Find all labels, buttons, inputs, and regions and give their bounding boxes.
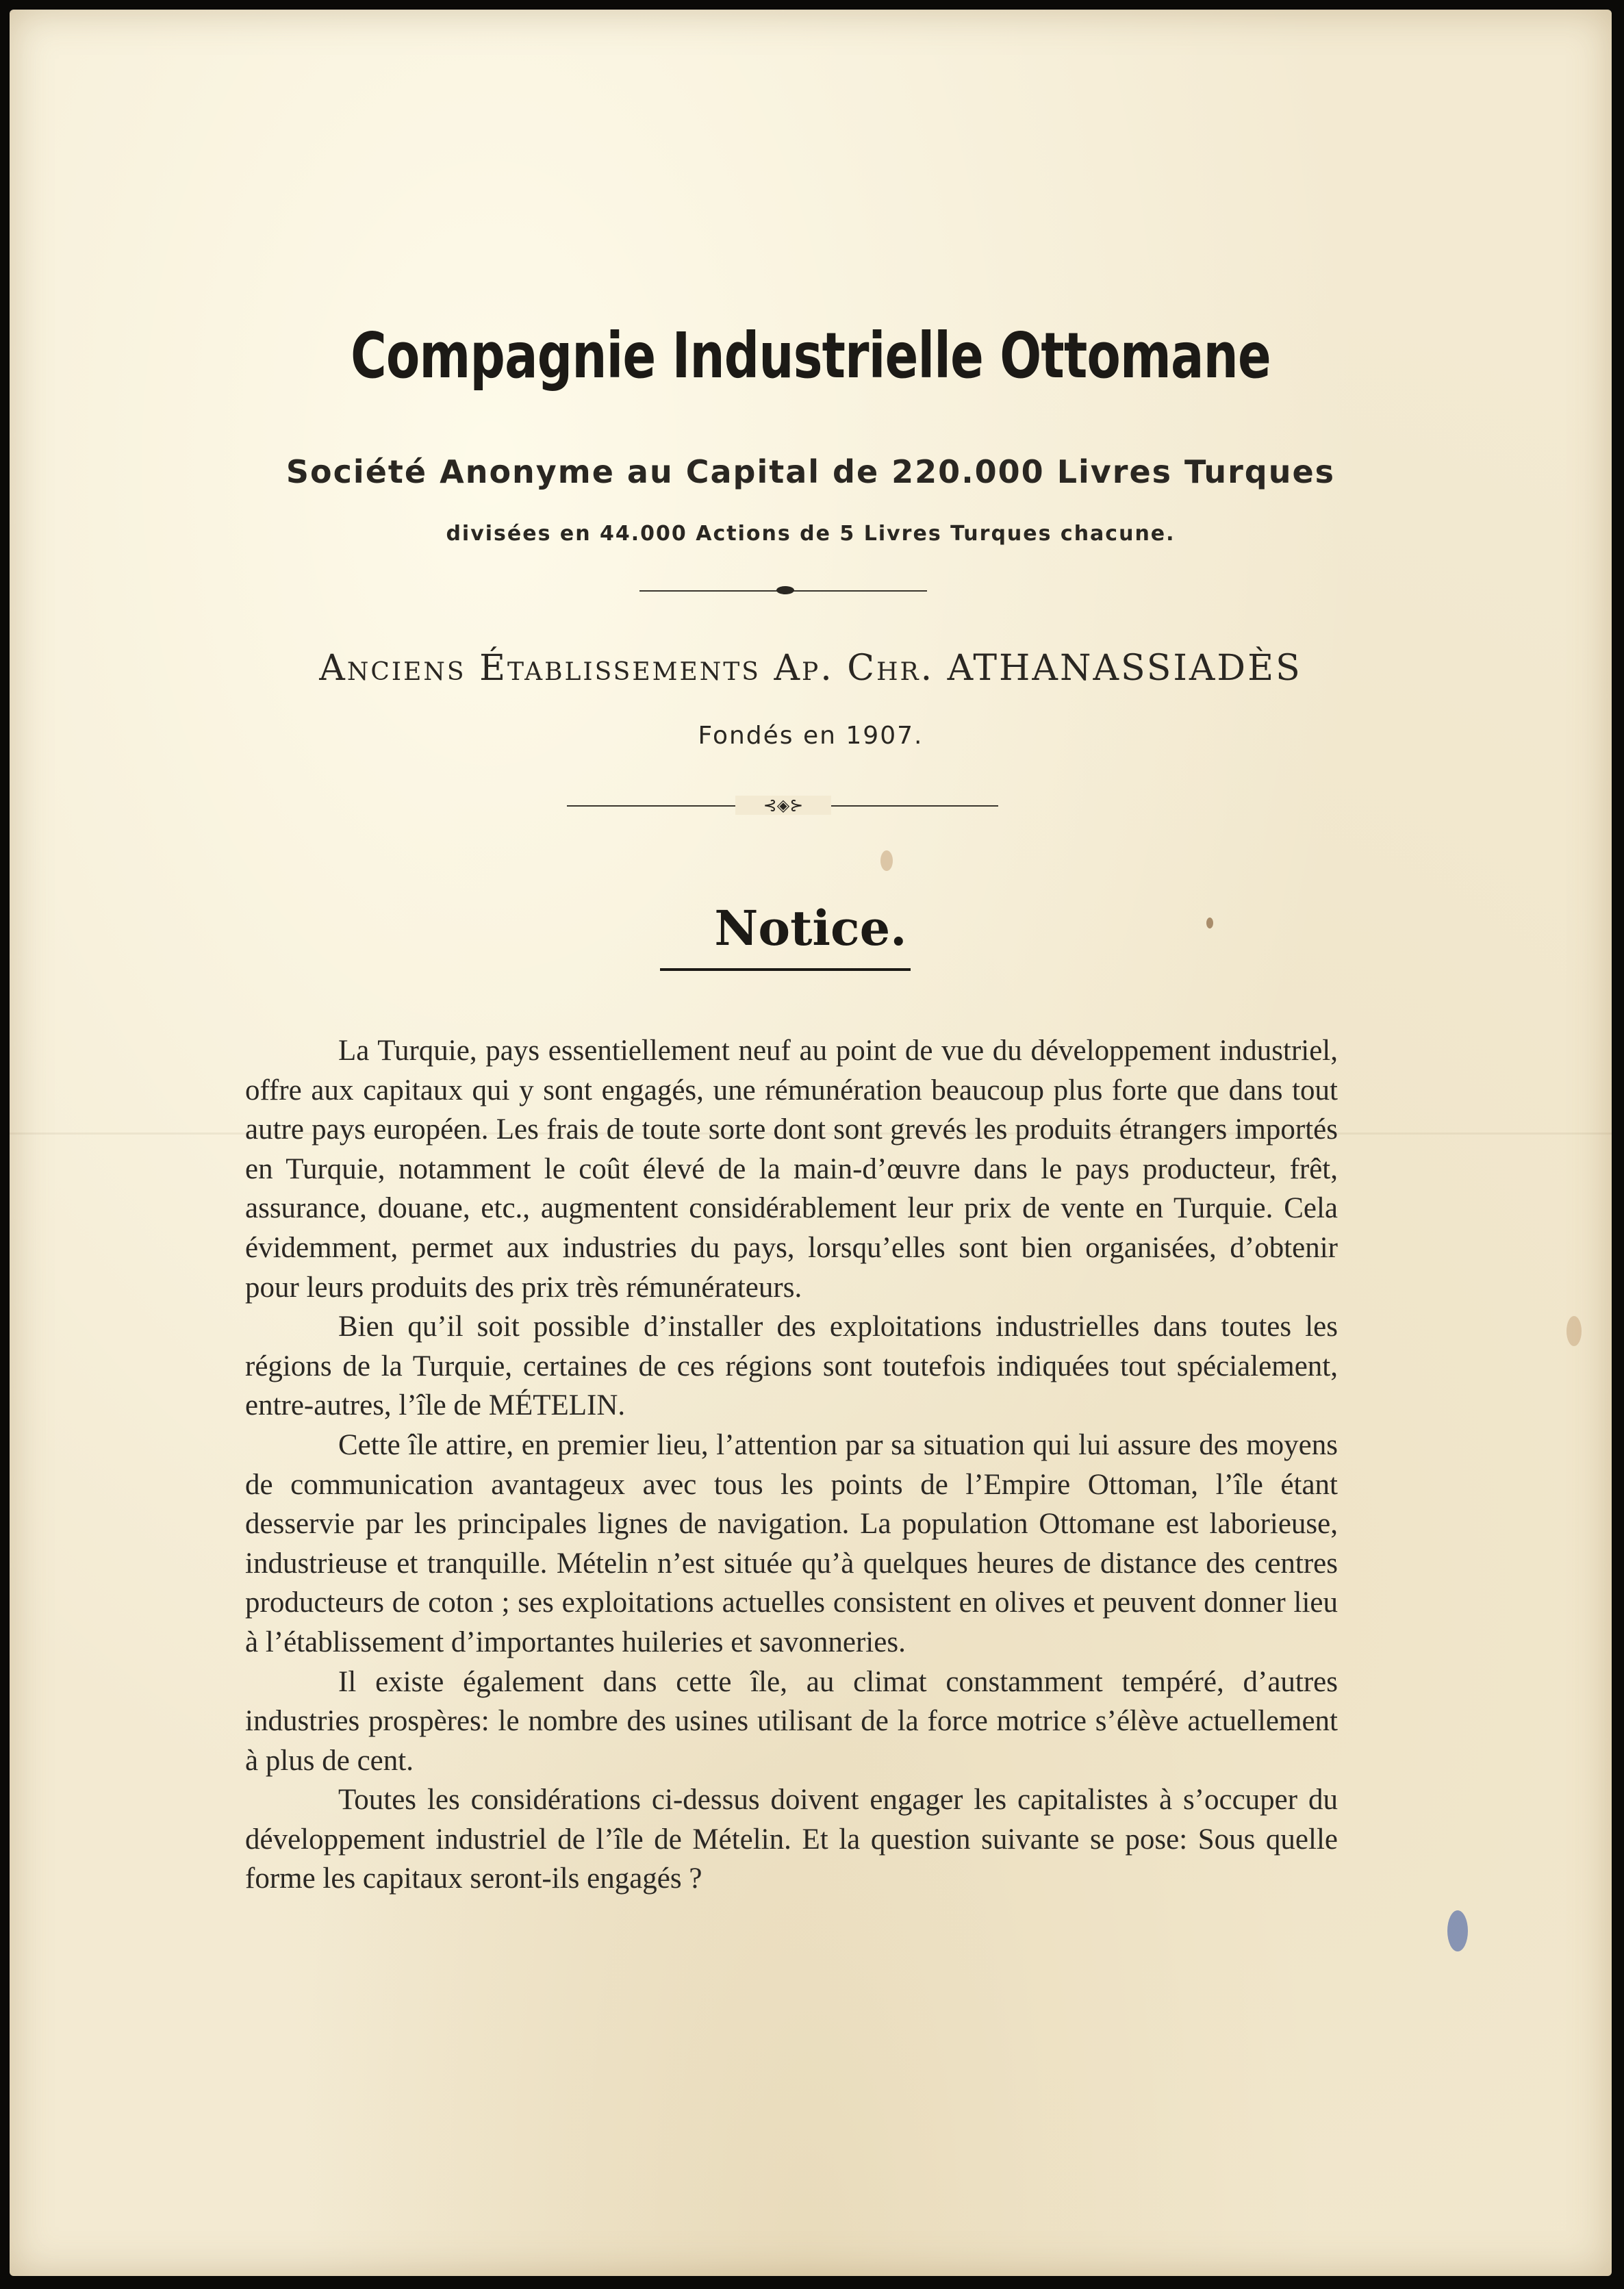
ornament-icon: ⊰◈⊱	[735, 796, 831, 815]
establishments-heading: Anciens Établissements Ap. Chr. ATHANASSIADÈS	[319, 648, 1302, 689]
shares-subtitle: divisées en 44.000 Actions de 5 Livres Turques chacune.	[446, 522, 1176, 546]
ink-spot	[1447, 1910, 1468, 1951]
document-page	[10, 10, 1612, 2276]
notice-underline	[660, 968, 911, 971]
paragraph: Cette île attire, en premier lieu, l’attention par sa situation qui lui assure des moyens de communication avantageux avec tous les points de l’Empire Ottoman, l’île étant desservie par les principales lignes de navigation. La population Ottomane est laborieuse, industrieuse et tranquille. Mételin n’est située qu’à quelques heures de distance des centres producteurs de coton ; ses exploitations actuelles consistent en olives et peuvent donner lieu à l’établissement d’importantes huileries et savonneries.	[245, 1428, 1338, 1658]
age-spot	[1566, 1316, 1582, 1346]
paragraph: Il existe également dans cette île, au climat constamment tempéré, d’autres industries prospères: le nombre des usines utilisant de la force motrice s’élève actuellement à plus de cent.	[245, 1665, 1338, 1777]
age-spot	[880, 850, 893, 871]
notice-heading: Notice.	[714, 900, 907, 957]
divider-dot	[776, 586, 794, 594]
body-text	[245, 1031, 1338, 1899]
paragraph: La Turquie, pays essentiellement neuf au point de vue du développement industriel, offre aux capitaux qui y sont engagés, une rémunération beaucoup plus forte que dans tout autre pays européen. Les frais de toute sorte dont sont grevés les produits étrangers importés en Turquie, notamment le coût élevé de la main-d’œuvre dans le pays producteur, frêt, assurance, douane, etc., augmentent considérablement leur prix de vente en Turquie. Cela évidemment, permet aux industries du pays, lorsqu’elles sont bien organisées, d’obtenir pour leurs produits des prix très rémunérateurs.	[245, 1035, 1338, 1304]
company-title: Compagnie Industrielle Ottomane	[351, 319, 1271, 392]
paragraph: Bien qu’il soit possible d’installer des exploitations industrielles dans toutes les régions de la Turquie, certaines de ces régions sont toutefois indiquées tout spécialement, entre-autres, l’île de MÉTELIN.	[245, 1311, 1338, 1422]
founded-line: Fondés en 1907.	[698, 722, 924, 750]
capital-subtitle: Société Anonyme au Capital de 220.000 Livres Turques	[286, 453, 1336, 490]
paragraph: Toutes les considérations ci-dessus doivent engager les capitalistes à s’occuper du développement industriel de l’île de Mételin. Et la question suivante se pose: Sous quelle forme les capitaux seront-ils engagés ?	[245, 1784, 1338, 1895]
